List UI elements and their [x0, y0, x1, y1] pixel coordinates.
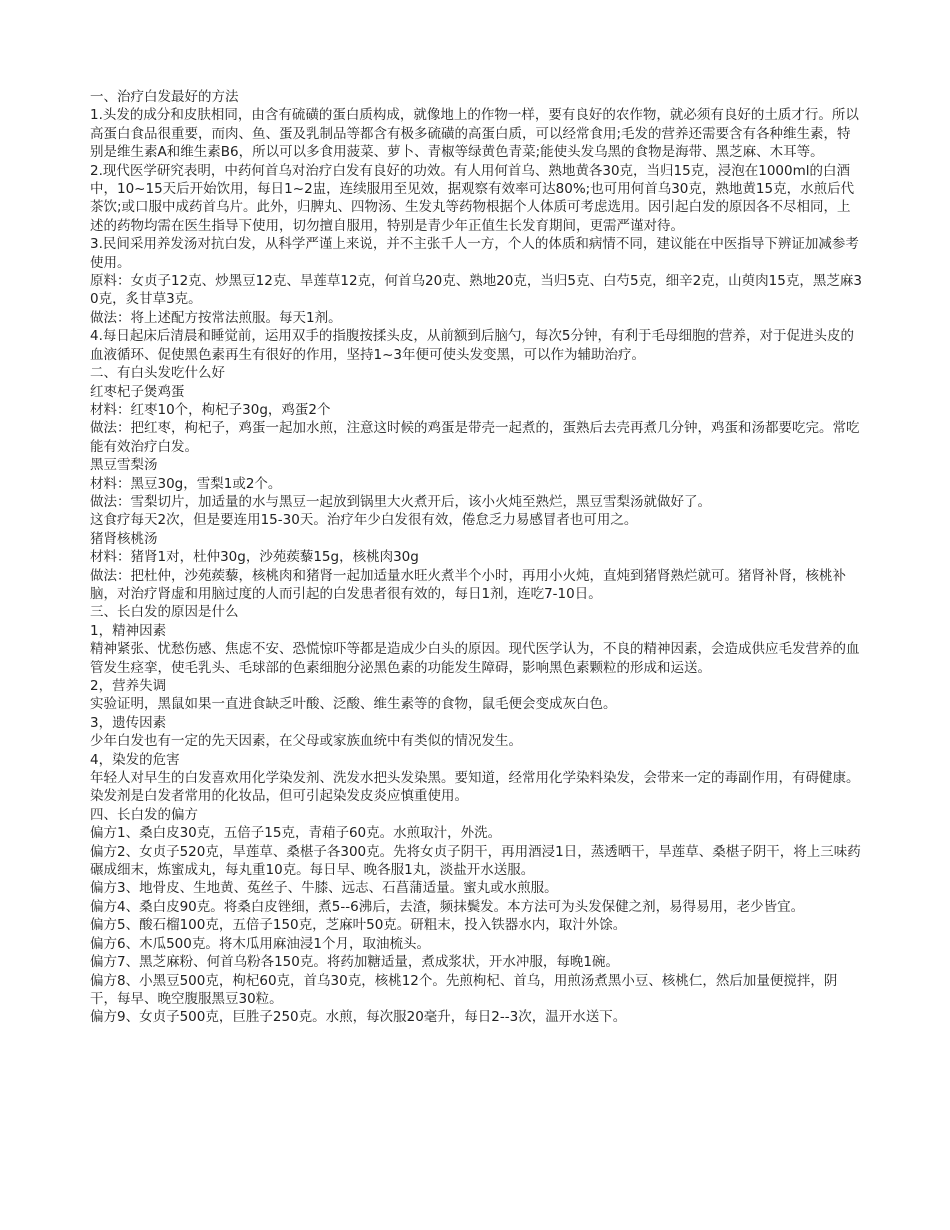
remedy-6: 偏方6、木瓜500克。将木瓜用麻油浸1个月，取油梳头。 [90, 935, 430, 952]
recipe-note-blackbean-pear: 这食疗每天2次，但是要连用15-30天。治疗年少白发很有效，倦怠乏力易感冒者也可用之。 [90, 512, 638, 529]
paragraph-ingredients: 原料：女贞子12克、炒黑豆12克、旱莲草12克，何首乌20克、熟地20克，当归5克、白芍5克，细辛2克，山萸肉15克，黑芝麻30克，炙甘草3克。 [90, 273, 862, 308]
cause-text-nutrition: 实验证明，黑鼠如果一直进食缺乏叶酸、泛酸、维生素等的食物，鼠毛便会变成灰白色。 [90, 696, 617, 713]
paragraph-scalp-massage: 4.每日起床后清晨和睡觉前，运用双手的指腹按揉头皮，从前额到后脑勺，每次5分钟，有利于毛母细胞的营养，对于促进头皮的血液循环、促使黑色素再生有很好的作用，坚持1~3年便可使头发变黑，可以作为辅助治疗。 [90, 328, 854, 363]
remedy-5: 偏方5、酸石榴100克，五倍子150克，芝麻叶50克。研粗末，投入铁器水内，取汁外馀。 [90, 917, 627, 934]
remedy-3: 偏方3、地骨皮、生地黄、菟丝子、牛膝、远志、石菖蒲适量。蜜丸或水煎服。 [90, 880, 558, 897]
cause-title-nutrition: 2，营养失调 [90, 678, 167, 694]
recipe-title-jujube-egg: 红枣杞子煲鸡蛋 [90, 383, 185, 400]
recipe-method-jujube-egg: 做法：把红枣，枸杞子，鸡蛋一起加水煎，注意这时候的鸡蛋是带壳一起煮的，蛋熟后去壳再煮几分钟，鸡蛋和汤都要吃完。常吃能有效治疗白发。 [90, 420, 860, 455]
section-heading-1: 一、治疗白发最好的方法 [90, 89, 239, 105]
recipe-materials-jujube-egg: 材料：红枣10个，枸杞子30g，鸡蛋2个 [90, 401, 331, 418]
remedy-8: 偏方8、小黑豆500克，枸杞60克，首乌30克，核桃12个。先煎枸杞、首乌，用煎汤煮黑小豆、核桃仁，然后加量便搅拌，阴干，每早、晚空腹服黑豆30粒。 [90, 972, 838, 1007]
recipe-materials-kidney-walnut: 材料：猪肾1对，杜仲30g，沙苑蒺藜15g，核桃肉30g [90, 549, 419, 566]
paragraph-method: 做法：将上述配方按常法煎服。每天1剂。 [90, 309, 342, 326]
remedy-2: 偏方2、女贞子520克，旱莲草、桑椹子各300克。先将女贞子阴干，再用酒浸1日，蒸透晒干，旱莲草、桑椹子阴干，将上三味药碾成细末，炼蜜成丸，每丸重10克。每日早、晚各服1丸，淡盐开水送服。 [90, 843, 861, 879]
paragraph-heshouwu: 2.现代医学研究表明，中药何首乌对治疗白发有良好的功效。有人用何首乌、熟地黄各30克，当归15克，浸泡在1000ml的白酒中，10~15天后开始饮用，每日1~2盅，连续服用至见效，据观察有效率可达80%;也可用何首乌30克，熟地黄15克，水煎后代茶饮;或口服中成药首乌片。此外，归脾丸、四物汤、生发丸等药物根据个人体质可考虑选用。因引起白发的原因各不尽相同，上述的药物均需在医生指导下使用，切勿擅自服用，特别是青少年正值生长发育期间，更需严谨对待。 [90, 162, 855, 234]
cause-text-hair-dye: 年轻人对早生的白发喜欢用化学染发剂、洗发水把头发染黑。要知道，经常用化学染料染发，会带来一定的毒副作用，有碍健康。染发剂是白发者常用的化妆品，但可引起染发皮炎应慎重使用。 [90, 770, 860, 805]
remedy-9: 偏方9、女贞子500克，巨胜子250克。水煎，每次服20毫升，每日2--3次，温开水送下。 [90, 1009, 627, 1026]
paragraph-protein-nutrition: 1.头发的成分和皮肤相同，由含有硫磺的蛋白质构成，就像地上的作物一样，要有良好的农作物，就必须有良好的土质才行。所以高蛋白食品很重要，而肉、鱼、蛋及乳制品等都含有极多硫磺的高蛋白质，可以经常食用;毛发的营养还需要含有各种维生素，特别是维生素A和维生素B6，所以可以多食用菠菜、萝卜、青椒等绿黄色青菜;能使头发乌黑的食物是海带、黑芝麻、木耳等。 [90, 107, 859, 161]
paragraph-folk-remedy: 3.民间采用养发汤对抗白发，从科学严谨上来说，并不主张千人一方，个人的体质和病情不同，建议能在中医指导下辨证加减参考使用。 [90, 236, 859, 271]
recipe-title-blackbean-pear: 黑豆雪梨汤 [90, 457, 158, 474]
recipe-method-blackbean-pear: 做法：雪梨切片，加适量的水与黑豆一起放到锅里大火煮开后，该小火炖至熟烂，黑豆雪梨汤就做好了。 [90, 493, 711, 510]
section-heading-3: 三、长白发的原因是什么 [90, 604, 239, 621]
recipe-title-kidney-walnut: 猪肾核桃汤 [90, 530, 158, 547]
recipe-materials-blackbean-pear: 材料：黑豆30g，雪梨1或2个。 [90, 475, 282, 492]
section-heading-2: 二、有白头发吃什么好 [90, 365, 225, 382]
section-heading-4: 四、长白发的偏方 [90, 806, 198, 823]
cause-text-genetic: 少年白发也有一定的先天因素，在父母或家族血统中有类似的情况发生。 [90, 733, 522, 750]
remedy-7: 偏方7、黑芝麻粉、何首乌粉各150克。将药加糖适量，煮成浆状，开水冲服，每晚1碗。 [90, 954, 619, 971]
recipe-method-kidney-walnut: 做法：把杜仲，沙苑蒺藜，核桃肉和猪肾一起加适量水旺火煮半个小时，再用小火炖，直炖到猪肾熟烂就可。猪肾补肾，核桃补脑，对治疗肾虚和用脑过度的人而引起的白发患者很有效的，每日1剂，连吃7-10日。 [90, 567, 846, 602]
cause-title-genetic: 3，遗传因素 [90, 714, 167, 731]
cause-title-hair-dye: 4，染发的危害 [90, 751, 180, 768]
remedy-4: 偏方4、桑白皮90克。将桑白皮锉细，煮5--6沸后，去渣，频抹鬓发。本方法可为头发保健之剂，易得易用，老少皆宜。 [90, 898, 805, 915]
cause-text-mental: 精神紧张、忧愁伤感、焦虑不安、恐慌惊吓等都是造成少白头的原因。现代医学认为，不良的精神因素，会造成供应毛发营养的血管发生痉挛，使毛乳头、毛球部的色素细胞分泌黑色素的功能发生障碍，影响黑色素颗粒的形成和运送。 [90, 641, 860, 676]
cause-title-mental: 1，精神因素 [90, 622, 167, 639]
remedy-1: 偏方1、桑白皮30克，五倍子15克，青葙子60克。水煎取汁，外洗。 [90, 825, 502, 842]
